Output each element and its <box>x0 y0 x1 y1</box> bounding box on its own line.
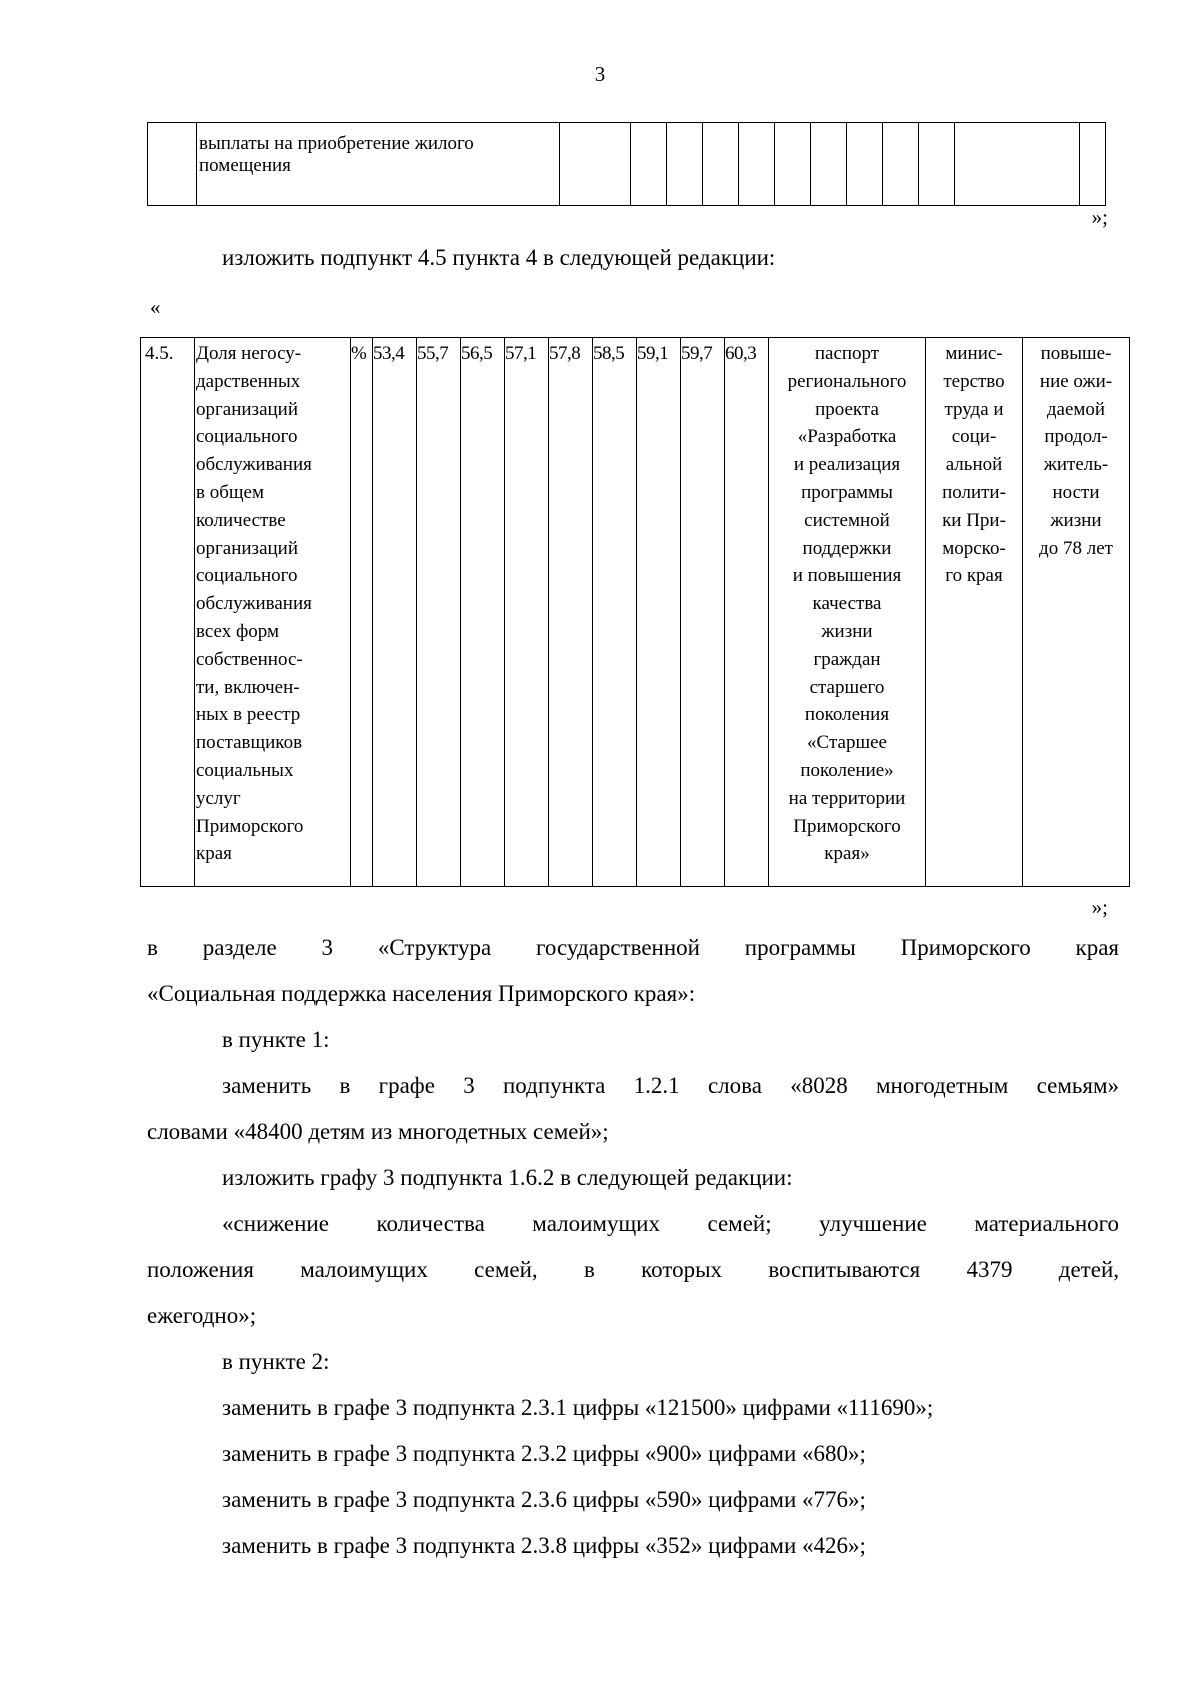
cell-line: на территории <box>788 787 906 809</box>
page-number: 3 <box>594 62 606 86</box>
paragraph-line: «снижение количества малоимущих семей; улучшение материального <box>222 1211 1119 1236</box>
paragraph-line: в пункте 2: <box>222 1349 330 1374</box>
cell-line: паспорт <box>814 343 880 364</box>
paragraph-line: положения малоимущих семей, в которых воспитываются 4379 детей, <box>147 1257 1119 1282</box>
cell-line: поставщиков <box>196 732 303 754</box>
cell-line: соци- <box>951 426 997 448</box>
cell-line: жизни <box>1050 509 1102 531</box>
paragraph-line: заменить в графе 3 подпункта 1.2.1 слова «8028 многодетным семьям» <box>222 1073 1119 1098</box>
paragraph-line: заменить в графе 3 подпункта 2.3.6 цифры «590» цифрами «776»; <box>222 1487 866 1512</box>
indicator-table <box>140 337 1130 887</box>
closing-quote-mark: »; <box>1091 895 1108 919</box>
cell-line: морско- <box>942 537 1006 559</box>
cell-line: всех форм <box>196 620 280 642</box>
cell-line: социального <box>196 426 298 448</box>
cell-line: регионального <box>787 370 907 392</box>
paragraph-line: заменить в графе 3 подпункта 2.3.8 цифры «352» цифрами «426»; <box>222 1533 866 1558</box>
cell-line: качества <box>812 593 882 615</box>
cell-line: поколение» <box>800 759 894 781</box>
value-cell: 57,8 <box>549 338 593 887</box>
cell-line: Приморского <box>196 815 304 837</box>
value-cell: 60,3 <box>725 338 769 887</box>
cell-line: го края <box>945 565 1003 587</box>
table-row <box>148 123 1106 206</box>
paragraph-line: заменить в графе 3 подпункта 2.3.1 цифры «121500» цифрами «111690»; <box>222 1395 934 1420</box>
cell-line: полити- <box>942 481 1006 503</box>
cell-line: минис- <box>945 343 1003 364</box>
row-number: 4.5. <box>141 338 195 887</box>
cell-line: количестве <box>196 509 286 531</box>
value-cell: 55,7 <box>417 338 461 887</box>
cell-line: Приморского <box>793 815 901 837</box>
cell-line: повыше- <box>1040 343 1112 364</box>
cell-line: альной <box>945 454 1003 476</box>
cell-line: до 78 лет <box>1039 537 1113 559</box>
value-cell: 57,1 <box>505 338 549 887</box>
cell-line: даемой <box>1046 398 1106 420</box>
cell-line: граждан <box>813 648 881 670</box>
indicator-name <box>195 338 351 887</box>
cell-line: труда и <box>944 398 1004 420</box>
closing-quote-mark: »; <box>1091 205 1108 229</box>
cell-line: края» <box>824 843 870 865</box>
cell-line: социальных <box>196 759 294 781</box>
cell-line: и повышения <box>792 565 902 587</box>
source-cell <box>769 338 926 887</box>
cell-line: организаций <box>196 537 299 559</box>
cell-line: края <box>196 843 232 865</box>
paragraph-line: в пункте 1: <box>222 1027 330 1052</box>
cell-line: и реализация <box>793 454 901 476</box>
cell-line: житель- <box>1043 454 1109 476</box>
cell-line: поколения <box>804 704 890 726</box>
cell-line: ти, включен- <box>196 676 300 698</box>
value-cell: 59,1 <box>637 338 681 887</box>
paragraph-line: словами «48400 детям из многодетных семей»; <box>147 1119 609 1144</box>
cell-line: «Разработка <box>797 426 897 448</box>
cell-line: проекта <box>815 398 879 420</box>
paragraph-line: изложить графу 3 подпункта 1.6.2 в следующей редакции: <box>222 1165 793 1190</box>
cell-line: продол- <box>1044 426 1108 448</box>
paragraph-line: заменить в графе 3 подпункта 2.3.2 цифры «900» цифрами «680»; <box>222 1441 866 1466</box>
cell-line: поддержки <box>802 537 892 559</box>
paragraph-line: ежегодно»; <box>147 1303 257 1328</box>
cell-line: дарственных <box>196 370 301 392</box>
intro-text: изложить подпункт 4.5 пункта 4 в следующей редакции: <box>222 245 776 270</box>
cell-line: «Старшее <box>807 732 887 754</box>
paragraph-line: «Социальная поддержка населения Приморского края»: <box>147 981 696 1006</box>
cell-line: ние ожи- <box>1039 370 1113 392</box>
cell-line: организаций <box>196 398 299 420</box>
responsible-cell <box>926 338 1023 887</box>
cell-line: ных в реестр <box>196 704 301 726</box>
cell-line: старшего <box>809 676 885 698</box>
unit-cell: % <box>351 338 373 887</box>
cell-line: жизни <box>821 620 873 642</box>
cell-line: системной <box>804 509 890 531</box>
cell-line: ности <box>1052 481 1100 503</box>
cell-line: в общем <box>196 481 264 503</box>
continuation-table <box>147 122 1106 206</box>
value-cell: 58,5 <box>593 338 637 887</box>
table-row <box>141 338 1130 887</box>
paragraph-line: в разделе 3 «Структура государственной программы Приморского края <box>147 935 1119 960</box>
cell-line: услуг <box>196 787 241 809</box>
value-cell: 53,4 <box>373 338 417 887</box>
cell-line: терство <box>943 370 1005 392</box>
cell-line: обслуживания <box>196 593 312 615</box>
cell-line: собственнос- <box>196 648 303 670</box>
opening-quote-mark: « <box>150 295 161 319</box>
value-cell: 56,5 <box>461 338 505 887</box>
result-cell <box>1023 338 1130 887</box>
cell-line: социального <box>196 565 298 587</box>
cell-line: обслуживания <box>196 454 312 476</box>
value-cell: 59,7 <box>681 338 725 887</box>
cell-line: программы <box>801 481 893 503</box>
cell-line: ки При- <box>942 509 1006 531</box>
cell-line: Доля негосу- <box>196 343 302 364</box>
row-description: выплаты на приобретение жилого помещения <box>197 123 560 206</box>
